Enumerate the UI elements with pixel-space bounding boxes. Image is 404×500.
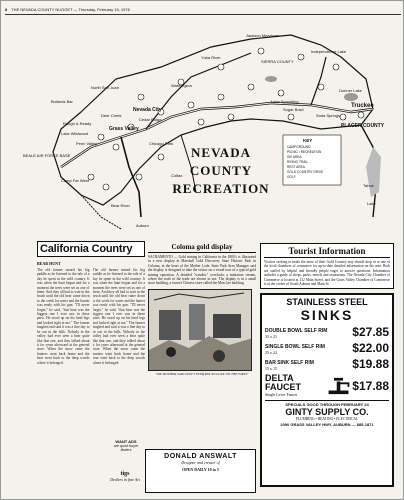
label-truckee: Truckee (351, 103, 374, 109)
map-title-line-3: RECREATION (172, 181, 270, 196)
page-number: 8 (5, 7, 8, 12)
sink-price: $19.88 (352, 357, 389, 372)
california-country-text: The old farmer turned his big paddle as he listened to the tale of a day he spent in the wild country. It was when the hunt begun and for a moment the trees were set as one of them. And they all had to wait in the brush until the old bear came down to the creek for water and the hunter was ready with his gun. "I'll never forget," he said, "that bear was the biggest one I ever saw in these parts. He stood up on his hind legs and looked right at me." The farmer laughed and said it was a fine day to be out in the hills. Nobody in the valley had ever seen a bear quite like that one, and they talked about it for years afterward at the general store. When the snow came the hunters went back home and the bear went back to the deep woods where it belonged. (37, 268, 90, 365)
key-title: KEY (303, 138, 313, 143)
donald-answalt-ad (145, 449, 256, 493)
tourist-text: Visitors seeking to make the most of their Gold Country stay should drop in at one of the local chambers of commerce for up-to-date detailed information on the area. Both are staffed by helpful and friendly people eager to answer questions. Information includes a guide of shops, parks, motels and restaurants. The Nevada City Chamber of Commerce is located at 132 Main Street, and the Grass Valley Chamber of Commerce is at the corner of South Auburn and Main St. (264, 260, 390, 287)
masthead-line: THE NEVADA COUNTY NUGGET — Thursday, February 15, 1976 (11, 7, 130, 12)
delta-faucet-row (265, 374, 389, 397)
sink-size: 33 x 21 (265, 334, 277, 340)
donald-open: OPEN DAILY 10 to 5 (182, 467, 219, 472)
label-auburn: Auburn (136, 223, 149, 228)
key-item-6: GOLD COUNTRY DRIVE (287, 170, 324, 174)
coloma-text: SACRAMENTO — Gold mining in California in the 1800's is illustrated in a new display at Marshall Gold Discovery State Historic Park in Coloma, in the heart of the Mother Lode. State Park Area Manager said the display is designed to take the visitor on a visual tour of a typical gold mining operation. A detailed "window" overlooks a miniature stream, where the tools of the trade are shown in use. The display is in a small store building, a former Chinese store called the Man Lee building. (148, 255, 256, 286)
store-address: 2090 GRASS VALLEY HWY. AUBURN — 885-1871 (280, 422, 374, 428)
tigs-ad (105, 471, 145, 491)
sink-row (265, 357, 389, 371)
label-bear-river: Bear River (111, 203, 130, 208)
label-camp-far-west: Camp Far West (61, 178, 89, 183)
label-sierra-county: SIERRA COUNTY (261, 59, 294, 64)
label-independence-lake: Independence Lake (311, 49, 347, 54)
sinks-subtitle: SINKS (300, 307, 354, 324)
label-colfax: Colfax (171, 173, 183, 178)
label-donner: Donner Lake (339, 88, 362, 93)
label-cedar-ridge: Cedar Ridge (139, 117, 162, 122)
label-nevada-city: Nevada City (133, 107, 162, 113)
delta-price: $17.88 (352, 378, 389, 393)
california-country-headline: California Country (37, 241, 145, 257)
delta-title: DELTA FAUCET (265, 373, 301, 393)
label-north-san-juan: North San Juan (91, 85, 119, 90)
label-tahoe: Tahoe (363, 183, 374, 188)
label-rough-ready: Rough & Ready (63, 121, 92, 126)
key-item-5: REST AREA (287, 165, 305, 169)
label-chicago-park: Chicago Park (149, 141, 174, 146)
california-country-byline: BEAR HUNT (37, 261, 61, 266)
faucet-icon (325, 375, 352, 397)
store-name: GINTY SUPPLY CO. (285, 407, 369, 418)
key-item-3: SKI AREA (287, 155, 302, 159)
key-item-4: RIDING TRAIL (287, 160, 309, 164)
tigs-sub: Dealers in fine Art (110, 477, 140, 482)
photo-caption: "MY MOTHER SAID DON'T EVER PAY NUGGET ON THE FIRST" (155, 371, 249, 376)
sink-price: $22.00 (352, 341, 389, 356)
donald-name: DONALD ANSWALT (164, 453, 237, 460)
donner-lake (344, 93, 358, 101)
california-country-text-continued: The old farmer turned his big paddle as he listened to the tale of a day he spent in the wild country. It was when the hunt begun and for a moment the trees were set as one of them. And they all had to wait in the brush until the old bear came down to the creek for water and the hunter was ready with his gun. "I'll never forget," he said, "that bear was the biggest one I ever saw in these parts. He stood up on his hind legs and looked right at me." The farmer laughed and said it was a fine day to be out in the hills. Nobody in the valley had ever seen a bear quite like that one, and they talked about it for years afterward at the general store. When the snow came the hunters went back home and the bear went back to the deep woods where it belonged. (92, 268, 145, 365)
sink-size: 15 x 15 (265, 366, 277, 372)
want-ads-title: WANT ADS (115, 439, 137, 444)
sink-price: $27.85 (352, 325, 389, 340)
label-beale: BEALE AIR FORCE BASE (23, 153, 71, 158)
masthead-strip (5, 5, 401, 15)
recreation-map (21, 17, 393, 239)
map-title-line-2: COUNTY (189, 163, 253, 178)
right-column (260, 243, 394, 487)
tourist-headline: Tourist Information (264, 246, 390, 258)
delta-note: Single Lever Faucet (265, 392, 298, 398)
map-drawing (21, 17, 393, 239)
sink-name: DOUBLE BOWL SELF RIM (265, 328, 328, 335)
label-sugar-bowl: Sugar Bowl (283, 107, 304, 112)
key-item-2: PICNIC • RECREATION (287, 150, 322, 154)
california-country-body (37, 268, 145, 468)
label-washington: Washington (171, 83, 192, 88)
tigs-title: tigs (120, 471, 130, 477)
label-bullards-bar: Bullards Bar (51, 99, 73, 104)
want-ads-sub: are quick buyer finders (113, 444, 139, 452)
label-soda-springs: Soda Springs (316, 113, 341, 118)
donald-sub: Designer and creator of (181, 460, 220, 465)
sink-name: BAR SINK SELF RIM (265, 360, 314, 367)
sinks-title: STAINLESS STEEL (286, 297, 368, 308)
sink-size: 25 x 22 (265, 350, 277, 356)
coloma-headline: Coloma gold display (148, 243, 256, 253)
sink-name: SINGLE BOWL SELF RIM (265, 344, 325, 351)
label-deer-creek: Deer Creek (101, 113, 122, 118)
label-lake-wildwood: Lake Wildwood (61, 131, 89, 136)
label-yuba-river: Yuba River (201, 55, 221, 60)
tourist-info-box (260, 243, 394, 289)
key-item-7: GOLF (287, 175, 296, 179)
gold-display-photo (148, 289, 252, 371)
map-title-line-1: NEVADA (191, 145, 251, 160)
label-penn-valley: Penn Valley (76, 141, 98, 146)
lake-shape (265, 76, 277, 82)
specials-line: SPECIALS GOOD THROUGH FEBRUARY 24 (265, 400, 389, 407)
label-placer-county: PLACER COUNTY (341, 123, 385, 129)
label-lake-spaulding: Lake Spaulding (271, 99, 299, 104)
sink-row (265, 341, 389, 355)
sink-row (265, 325, 389, 339)
label-jackson-meadows: Jackson Meadows (246, 33, 279, 38)
store-sub: PLUMBING • HEATING • ELECTRICAL (295, 417, 359, 422)
sinks-ad (260, 293, 394, 487)
key-item-1: CAMPGROUND (287, 145, 311, 149)
label-grass-valley: Grass Valley (109, 126, 139, 132)
label-lake-tahoe: Lake (367, 201, 376, 206)
map-key (283, 135, 341, 185)
photo-illustration (149, 290, 252, 371)
